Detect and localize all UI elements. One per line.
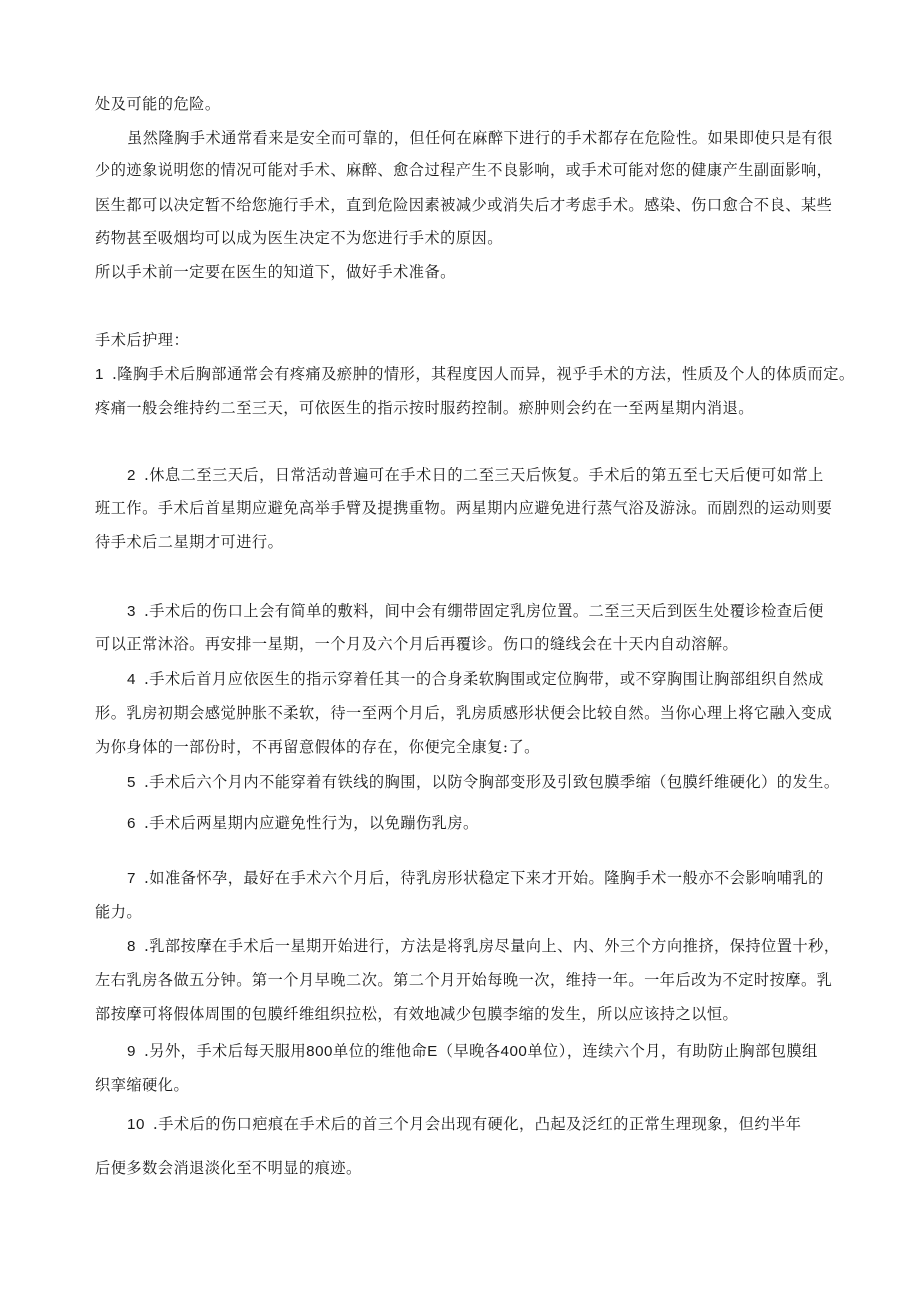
- list-item-number: 3: [127, 603, 136, 620]
- list-item-1-line-2: 疼痛一般会维持约二至三天，可依医生的指示按时服药控制。瘀肿则会约在一至两星期内消退。: [95, 399, 754, 417]
- list-item-text: .休息二至三天后，日常活动普遍可在手术日的二至三天后恢复。手术后的第五至七天后便可如常上: [143, 466, 824, 484]
- list-item-text: .隆胸手术后胸部通常会有疼痛及瘀肿的情形，其程度因人而异，视乎手术的方法，性质及个人的体质而定。: [111, 365, 855, 383]
- list-item-9-line-2: 织挛缩硬化。: [95, 1076, 190, 1094]
- intro-line-1: 处及可能的危险。: [95, 95, 221, 113]
- list-item-text: .手术后首月应依医生的指示穿着任其一的合身柔软胸围或定位胸带，或不穿胸围让胸部组织自然成: [143, 670, 824, 688]
- list-item-number: 9: [127, 1043, 136, 1060]
- list-item-1-line-1: [95, 364, 855, 385]
- list-item-number: 1: [95, 366, 104, 383]
- list-item-4-line-2: 形。乳房初期会感觉肿胀不柔软，待一至两个月后，乳房质感形状便会比较自然。当你心理上将它融入变成: [95, 704, 833, 722]
- list-item-7-line-1: [127, 868, 824, 889]
- list-item-10-line-2: 后便多数会消退淡化至不明显的痕迹。: [95, 1159, 362, 1177]
- list-item-7-line-2: 能力。: [95, 903, 143, 921]
- list-item-text: 800: [306, 1043, 333, 1060]
- list-item-4-line-3: 为你身体的一部份时，不再留意假体的存在，你便完全康复:了。: [95, 738, 540, 756]
- intro-line-2: 虽然隆胸手术通常看来是安全而可靠的，但任何在麻醉下进行的手术都存在危险性。如果即使只是有很: [127, 129, 833, 147]
- list-item-text: E: [427, 1043, 438, 1060]
- list-item-2-line-2: 班工作。手术后首星期应避免高举手臂及提携重物。两星期内应避免进行蒸气浴及游泳。而剧烈的运动则要: [95, 499, 833, 517]
- list-item-6-line-1: [127, 813, 479, 834]
- list-item-text: .手术后六个月内不能穿着有铁线的胸围，以防令胸部变形及引致包膜季缩（包膜纤维硬化）的发生。: [143, 773, 840, 791]
- list-item-3-line-2: 可以正常沐浴。再安排一星期，一个月及六个月后再覆诊。伤口的缝线会在十天内自动溶解。: [95, 635, 739, 653]
- list-item-5-line-1: [127, 772, 840, 793]
- list-item-text: .乳部按摩在手术后一星期开始进行，方法是将乳房尽量向上、内、外三个方向推挤，保持位置十秒，: [143, 937, 840, 955]
- list-item-number: 2: [127, 467, 136, 484]
- list-item-8-line-2: 左右乳房各做五分钟。第一个月早晚二次。第二个月开始每晚一次，维持一年。一年后改为不定时按摩。乳: [95, 971, 833, 989]
- list-item-text: .手术后的伤口疤痕在手术后的首三个月会出现有硬化，凸起及泛红的正常生理现象，但约半年: [152, 1115, 802, 1133]
- list-item-10-line-1: [127, 1114, 801, 1135]
- list-item-text: .手术后两星期内应避免性行为，以免蹦伤乳房。: [143, 814, 479, 832]
- list-item-2-line-3: 待手术后二星期才可进行。: [95, 533, 284, 551]
- list-item-text: .另外，手术后每天服用: [143, 1042, 307, 1060]
- list-item-3-line-1: [127, 601, 824, 622]
- list-item-4-line-1: [127, 669, 824, 690]
- intro-line-6: 所以手术前一定要在医生的知道下，做好手术准备。: [95, 263, 456, 281]
- list-item-number: 7: [127, 870, 136, 887]
- list-item-9-line-1: [127, 1041, 818, 1062]
- intro-line-3: 少的迹象说明您的情况可能对手术、麻醉、愈合过程产生不良影响，或手术可能对您的健康产生副面影响，: [95, 161, 833, 179]
- list-item-text: .如准备怀孕，最好在手术六个月后，待乳房形状稳定下来才开始。隆胸手术一般亦不会影响哺乳的: [143, 869, 824, 887]
- list-item-8-line-1: [127, 936, 840, 957]
- list-item-text: .手术后的伤口上会有简单的敷料，间中会有绷带固定乳房位置。二至三天后到医生处覆诊检查后便: [143, 602, 824, 620]
- list-item-number: 5: [127, 774, 136, 791]
- list-item-text: 400: [500, 1043, 528, 1060]
- list-item-number: 10: [127, 1116, 145, 1133]
- intro-line-4: 医生都可以决定暂不给您施行手术，直到危险因素被减少或消失后才考虑手术。感染、伤口愈合不良、某些: [95, 196, 833, 214]
- list-item-number: 8: [127, 938, 136, 955]
- list-item-number: 6: [127, 815, 136, 832]
- section-title: 手术后护理：: [95, 331, 190, 349]
- list-item-text: 单位的维他命: [333, 1042, 428, 1060]
- list-item-text: （早晚各: [437, 1042, 501, 1060]
- intro-line-5: 药物甚至吸烟均可以成为医生决定不为您进行手术的原因。: [95, 229, 503, 247]
- list-item-8-line-3: 部按摩可将假体周围的包膜纤维组织拉松，有效地减少包膜李缩的发生，所以应该持之以恒。: [95, 1005, 739, 1023]
- list-item-2-line-1: [127, 465, 824, 486]
- list-item-text: 单位），连续六个月，有助防止胸部包膜组: [527, 1042, 818, 1060]
- list-item-number: 4: [127, 671, 136, 688]
